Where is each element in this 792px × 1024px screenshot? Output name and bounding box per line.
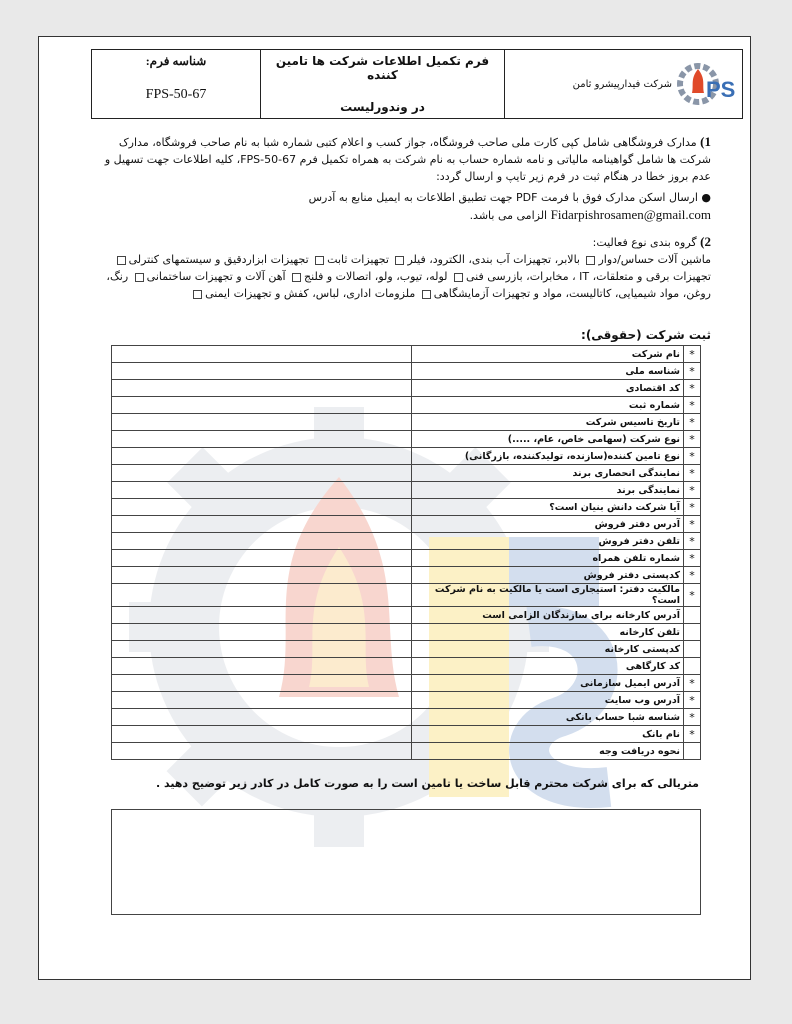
required-star: * [684, 726, 701, 743]
description-textbox[interactable] [111, 809, 701, 915]
field-label: کد اقتصادی [412, 380, 684, 397]
required-star: * [684, 567, 701, 584]
activity-item: بالابر، تجهیزات آب بندی، الکترود، فیلر [392, 253, 580, 266]
table-row [112, 607, 701, 624]
form-code-cell [92, 50, 260, 118]
required-star [684, 641, 701, 658]
field-value-cell[interactable] [112, 607, 412, 624]
table-row [112, 397, 701, 414]
table-row [112, 641, 701, 658]
table-row [112, 363, 701, 380]
form-page [38, 36, 751, 980]
table-row [112, 346, 701, 363]
field-label: نحوه دریافت وجه [412, 743, 684, 760]
activity-item: ماشین آلات حساس/دوار [583, 253, 711, 266]
field-label: آدرس وب سایت [412, 692, 684, 709]
checkbox[interactable] [292, 273, 301, 282]
required-star: * [684, 533, 701, 550]
company-cell [504, 50, 742, 118]
field-label: آدرس دفتر فروش [412, 516, 684, 533]
required-star: * [684, 675, 701, 692]
field-label: آیا شرکت دانش بنیان است؟ [412, 499, 684, 516]
table-row [112, 380, 701, 397]
activity-item: تجهیزات ابزاردقیق و سیستمهای کنترلی [114, 253, 309, 266]
required-star [684, 743, 701, 760]
field-value-cell[interactable] [112, 380, 412, 397]
field-value-cell[interactable] [112, 482, 412, 499]
field-label: شماره تلفن همراه [412, 550, 684, 567]
activity-item: ملزومات اداری، لباس، کفش و تجهیزات ایمنی [190, 287, 415, 300]
table-row [112, 465, 701, 482]
required-star: * [684, 397, 701, 414]
checkbox[interactable] [193, 290, 202, 299]
field-value-cell[interactable] [112, 675, 412, 692]
required-star: * [684, 584, 701, 607]
checkbox[interactable] [422, 290, 431, 299]
bullet-icon: ● [701, 191, 711, 204]
required-star: * [684, 482, 701, 499]
table-row [112, 431, 701, 448]
checkbox[interactable] [117, 256, 126, 265]
form-title-cell [260, 50, 504, 118]
field-value-cell[interactable] [112, 363, 412, 380]
checkbox[interactable] [395, 256, 404, 265]
required-star [684, 658, 701, 675]
activity-item: آهن آلات و تجهیزات ساختمانی [132, 270, 286, 283]
form-title-line2: در وندورلیست [340, 100, 425, 114]
field-label: آدرس ایمیل سازمانی [412, 675, 684, 692]
instruction-2 [91, 233, 711, 302]
required-star: * [684, 709, 701, 726]
field-label: تاریخ تاسیس شرکت [412, 414, 684, 431]
required-star: * [684, 346, 701, 363]
form-header [91, 49, 743, 119]
field-label: نمایندگی برند [412, 482, 684, 499]
field-label: کدپستی کارخانه [412, 641, 684, 658]
activity-item: تجهیزات برقی و متعلقات، IT ، مخابرات، بازرسی فنی [451, 270, 711, 283]
field-value-cell[interactable] [112, 692, 412, 709]
field-label: کدپستی دفتر فروش [412, 567, 684, 584]
bullet-text-a: ارسال اسکن مدارک فوق با فرمت PDF جهت تطبیق اطلاعات به ایمیل منابع به آدرس [308, 191, 698, 204]
instruction-bullet [91, 189, 711, 224]
field-value-cell[interactable] [112, 567, 412, 584]
field-label: تلفن دفتر فروش [412, 533, 684, 550]
item1-text: مدارک فروشگاهی شامل کپی کارت ملی صاحب فروشگاه، جواز کسب و اعلام کتبی شماره شبا به نام صاحب فروشگاه، مدارک شرکت ها شامل گواهینامه مالیاتی و نامه شماره حساب به نام شرکت به همراه تکمیل فرم FPS-50-67، کلیه اطلاعات جهت تسهیل و عدم بروز خطا در هنگام ثبت در فرم زیر تایپ و ارسال گردد: [104, 136, 711, 183]
bullet-text-b: الزامی می باشد. [469, 209, 548, 222]
field-label: نمایندگی انحصاری برند [412, 465, 684, 482]
field-value-cell[interactable] [112, 743, 412, 760]
field-label: نام بانک [412, 726, 684, 743]
required-star: * [684, 414, 701, 431]
table-row [112, 499, 701, 516]
table-row [112, 675, 701, 692]
company-logo-icon [676, 59, 736, 109]
table-row [112, 624, 701, 641]
footnote: متریالی که برای شرکت محترم قابل ساخت یا تامین است را به صورت کامل در کادر زیر توضیح دهید . [155, 777, 699, 790]
field-label: نام شرکت [412, 346, 684, 363]
field-value-cell[interactable] [112, 346, 412, 363]
field-value-cell[interactable] [112, 584, 412, 607]
field-label: نوع شرکت (سهامی خاص، عام، .....) [412, 431, 684, 448]
required-star: * [684, 363, 701, 380]
activity-item: رنگ، روغن، مواد شیمیایی، کاتالیست، مواد و تجهیزات آزمایشگاهی [106, 270, 711, 300]
field-value-cell[interactable] [112, 641, 412, 658]
table-row [112, 658, 701, 675]
field-value-cell[interactable] [112, 499, 412, 516]
required-star: * [684, 550, 701, 567]
field-value-cell[interactable] [112, 658, 412, 675]
field-label: تلفن کارخانه [412, 624, 684, 641]
field-value-cell[interactable] [112, 709, 412, 726]
table-row [112, 726, 701, 743]
bullet-email: Fidarpishrosamen@gmail.com [550, 207, 711, 222]
table-row [112, 448, 701, 465]
required-star: * [684, 692, 701, 709]
field-label: آدرس کارخانه برای سازندگان الزامی است [412, 607, 684, 624]
logo-text: PS [706, 77, 736, 102]
checkbox[interactable] [454, 273, 463, 282]
table-row [112, 533, 701, 550]
form-code-label: شناسه فرم: [145, 54, 207, 68]
required-star [684, 607, 701, 624]
field-label: شماره ثبت [412, 397, 684, 414]
item2-title: گروه بندی نوع فعالیت: [592, 236, 697, 249]
table-row [112, 692, 701, 709]
activity-item: لوله، تیوب، ولو، اتصالات و فلنج [289, 270, 447, 283]
required-star: * [684, 448, 701, 465]
table-row [112, 516, 701, 533]
field-value-cell[interactable] [112, 448, 412, 465]
instruction-1 [91, 133, 711, 185]
field-value-cell[interactable] [112, 465, 412, 482]
field-label: شناسه ملی [412, 363, 684, 380]
field-value-cell[interactable] [112, 533, 412, 550]
required-star: * [684, 499, 701, 516]
table-row [112, 414, 701, 431]
field-value-cell[interactable] [112, 431, 412, 448]
table-row [112, 567, 701, 584]
table-row [112, 482, 701, 499]
checkbox[interactable] [315, 256, 324, 265]
field-label: مالکیت دفتر: استیجاری است یا مالکیت به نام شرکت است؟ [412, 584, 684, 607]
required-star: * [684, 465, 701, 482]
field-value-cell[interactable] [112, 516, 412, 533]
table-row [112, 550, 701, 567]
field-value-cell[interactable] [112, 414, 412, 431]
field-value-cell[interactable] [112, 550, 412, 567]
company-name: شرکت فیدارپیشرو ثامن [572, 78, 672, 90]
field-value-cell[interactable] [112, 624, 412, 641]
table-row [112, 743, 701, 760]
activity-item: تجهیزات ثابت [312, 253, 389, 266]
checkbox[interactable] [135, 273, 144, 282]
registration-title: ثبت شرکت (حقوقی): [581, 328, 711, 342]
registration-table [111, 345, 701, 760]
field-value-cell[interactable] [112, 726, 412, 743]
required-star: * [684, 380, 701, 397]
required-star: * [684, 431, 701, 448]
required-star: * [684, 516, 701, 533]
field-label: نوع تامین کننده(سازنده، تولیدکننده، بازرگانی) [412, 448, 684, 465]
table-row [112, 709, 701, 726]
checkbox[interactable] [586, 256, 595, 265]
form-code-value: FPS-50-67 [145, 87, 207, 102]
item2-number: 2) [700, 234, 711, 249]
item1-number: 1) [700, 134, 711, 149]
table-row [112, 584, 701, 607]
required-star [684, 624, 701, 641]
field-label: کد کارگاهی [412, 658, 684, 675]
field-label: شناسه شبا حساب بانکی [412, 709, 684, 726]
field-value-cell[interactable] [112, 397, 412, 414]
form-title-line1: فرم تکمیل اطلاعات شرکت ها تامین کننده [275, 54, 490, 82]
